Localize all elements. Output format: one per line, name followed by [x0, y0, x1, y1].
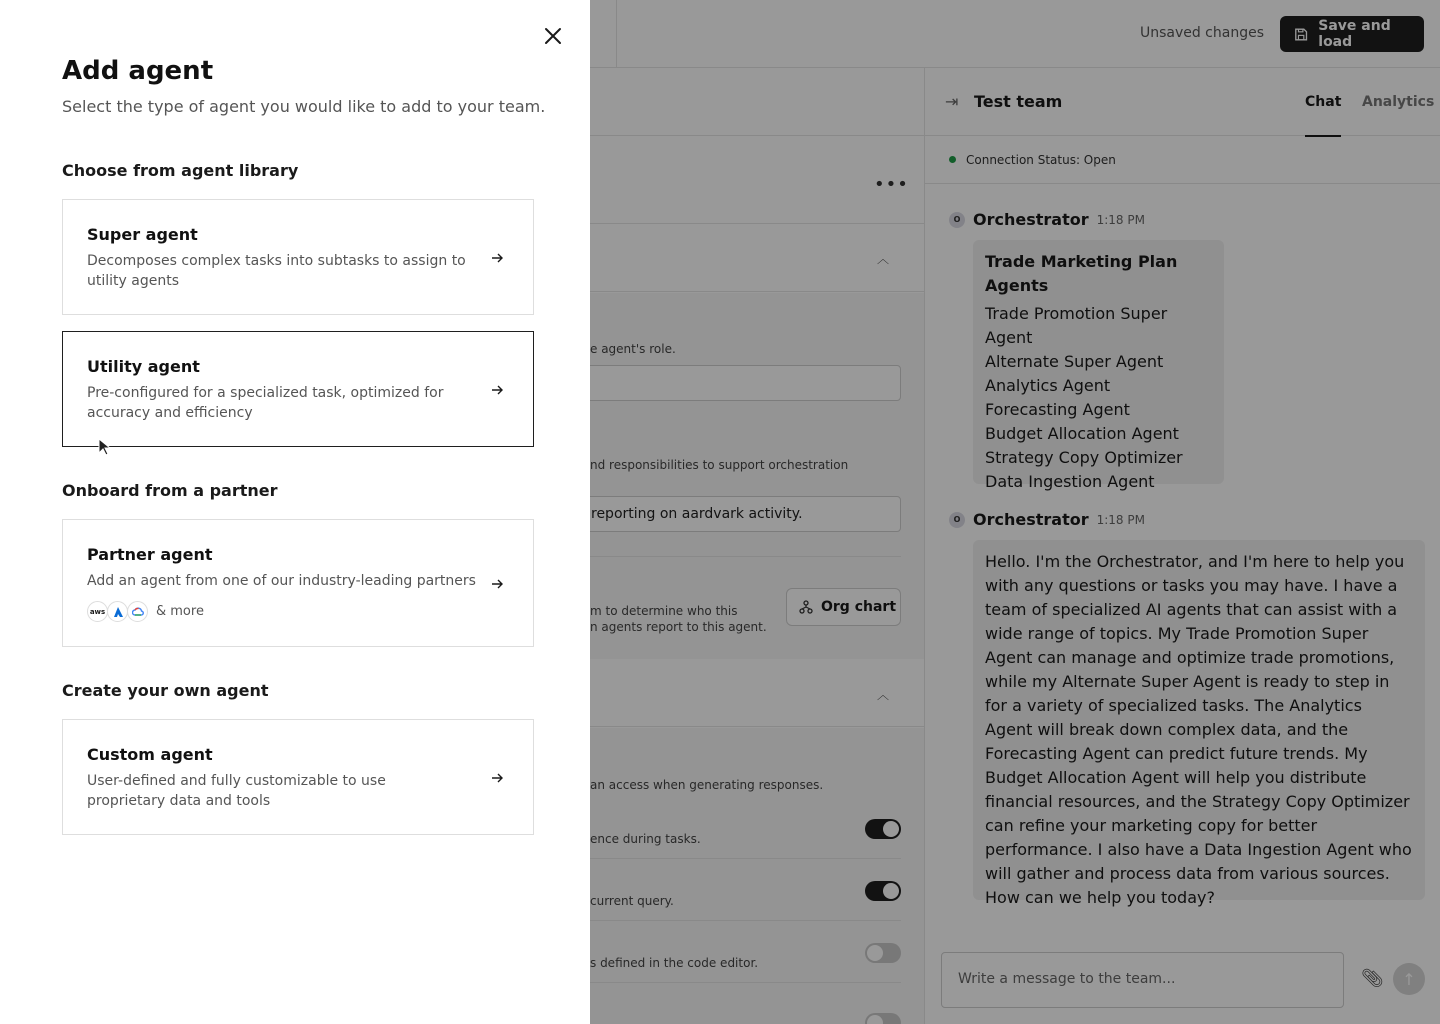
partner-agent-card[interactable]	[62, 519, 534, 647]
org-hint-line-2: n agents report to this agent.	[590, 620, 767, 634]
list-item: Trade Promotion Super Agent	[985, 304, 1168, 347]
paperclip-icon[interactable]: 📎︎	[1361, 968, 1384, 989]
arrow-up-icon: ↑	[1402, 969, 1416, 989]
super-agent-card[interactable]	[62, 199, 534, 315]
close-icon[interactable]	[541, 24, 565, 48]
more-partners-text: & more	[156, 604, 204, 619]
add-agent-drawer	[0, 0, 590, 1024]
org-chart-label: Org chart	[821, 599, 897, 615]
card-title: Custom agent	[87, 745, 213, 764]
sender-name: Orchestrator	[973, 510, 1089, 529]
section-title-library: Choose from agent library	[62, 161, 299, 180]
list-item: Forecasting Agent	[985, 400, 1130, 419]
toggle-1-hint: ence during tasks.	[590, 832, 701, 846]
partner-logos	[87, 601, 204, 622]
save-and-load-label: Save and load	[1318, 18, 1391, 50]
list-item: Strategy Copy Optimizer	[985, 448, 1183, 467]
collapse-panel-icon[interactable]: ⇥	[945, 92, 959, 111]
utility-agent-card[interactable]	[62, 331, 534, 447]
google-cloud-logo-icon	[127, 601, 148, 622]
tab-chat[interactable]: Chat	[1305, 94, 1342, 110]
list-item: Data Ingestion Agent	[985, 472, 1155, 491]
drawer-subtitle: Select the type of agent you would like to add to your team.	[62, 97, 546, 116]
list-item: Budget Allocation Agent	[985, 424, 1179, 443]
team-name: Test team	[974, 92, 1063, 111]
message-input-placeholder: Write a message to the team...	[958, 971, 1176, 987]
section-title-partner: Onboard from a partner	[62, 481, 278, 500]
org-hint-line-1: m to determine who this	[590, 604, 738, 618]
responsibilities-hint: nd responsibilities to support orchestration	[590, 458, 849, 472]
card-title: Super agent	[87, 225, 198, 244]
card-title: Partner agent	[87, 545, 213, 564]
custom-agent-card[interactable]	[62, 719, 534, 835]
message-time: 1:18 PM	[1096, 212, 1145, 227]
avatar: O	[949, 212, 965, 228]
message-time: 1:18 PM	[1096, 512, 1145, 527]
arrow-right-icon	[491, 578, 503, 590]
arrow-right-icon	[491, 384, 503, 396]
toggle-3-hint: s defined in the code editor.	[590, 956, 759, 970]
role-hint: e agent's role.	[590, 342, 676, 356]
toggle-2-hint: current query.	[590, 894, 674, 908]
arrow-right-icon	[491, 772, 503, 784]
access-hint: an access when generating responses.	[590, 778, 824, 792]
sender-name: Orchestrator	[973, 210, 1089, 229]
responsibilities-value: reporting on aardvark activity.	[591, 506, 803, 522]
chevron-up-icon[interactable]: ︿	[877, 688, 890, 702]
card-description: Add an agent from one of our industry-leading partners	[87, 573, 476, 589]
list-item: Alternate Super Agent	[985, 352, 1164, 371]
more-options-icon[interactable]: •••	[874, 174, 909, 195]
message-title: Trade Marketing Plan Agents	[985, 252, 1178, 295]
aws-logo-icon	[87, 601, 108, 622]
connection-status-text: Connection Status: Open	[966, 152, 1116, 167]
card-description: Pre-configured for a specialized task, optimized for accuracy and efficiency	[87, 385, 444, 421]
arrow-right-icon	[491, 252, 503, 264]
avatar: O	[949, 512, 965, 528]
chevron-up-icon[interactable]: ︿	[877, 252, 890, 266]
tab-analytics[interactable]: Analytics	[1362, 94, 1435, 110]
card-description: User-defined and fully customizable to use proprietary data and tools	[87, 773, 386, 809]
message-text: Hello. I'm the Orchestrator, and I'm here to help you with any questions or tasks you may have. I have a team of specialized AI agents that can assist with a wide range of topics. My Trade Promotion Super Agent can manage and optimize trade promotions, while my Alternate Super Agent is ready to step in for a variety of specialized tasks. The Analytics Agent will break down complex data, and the Forecasting Agent can predict future trends. My Budget Allocation Agent will help you distribute financial resources, and the Strategy Copy Optimizer can refine your marketing copy for better performance. I also have a Data Ingestion Agent who will gather and process data from various sources. How can we help you today?	[985, 552, 1412, 907]
section-title-own: Create your own agent	[62, 681, 269, 700]
card-title: Utility agent	[87, 357, 200, 376]
mouse-cursor-icon	[98, 438, 112, 456]
aws-logo-text: aws	[89, 607, 106, 616]
card-description: Decomposes complex tasks into subtasks to assign to utility agents	[87, 253, 466, 289]
unsaved-changes-text: Unsaved changes	[1139, 25, 1264, 41]
list-item: Analytics Agent	[985, 376, 1111, 395]
azure-logo-icon	[107, 601, 128, 622]
drawer-title: Add agent	[62, 56, 214, 86]
